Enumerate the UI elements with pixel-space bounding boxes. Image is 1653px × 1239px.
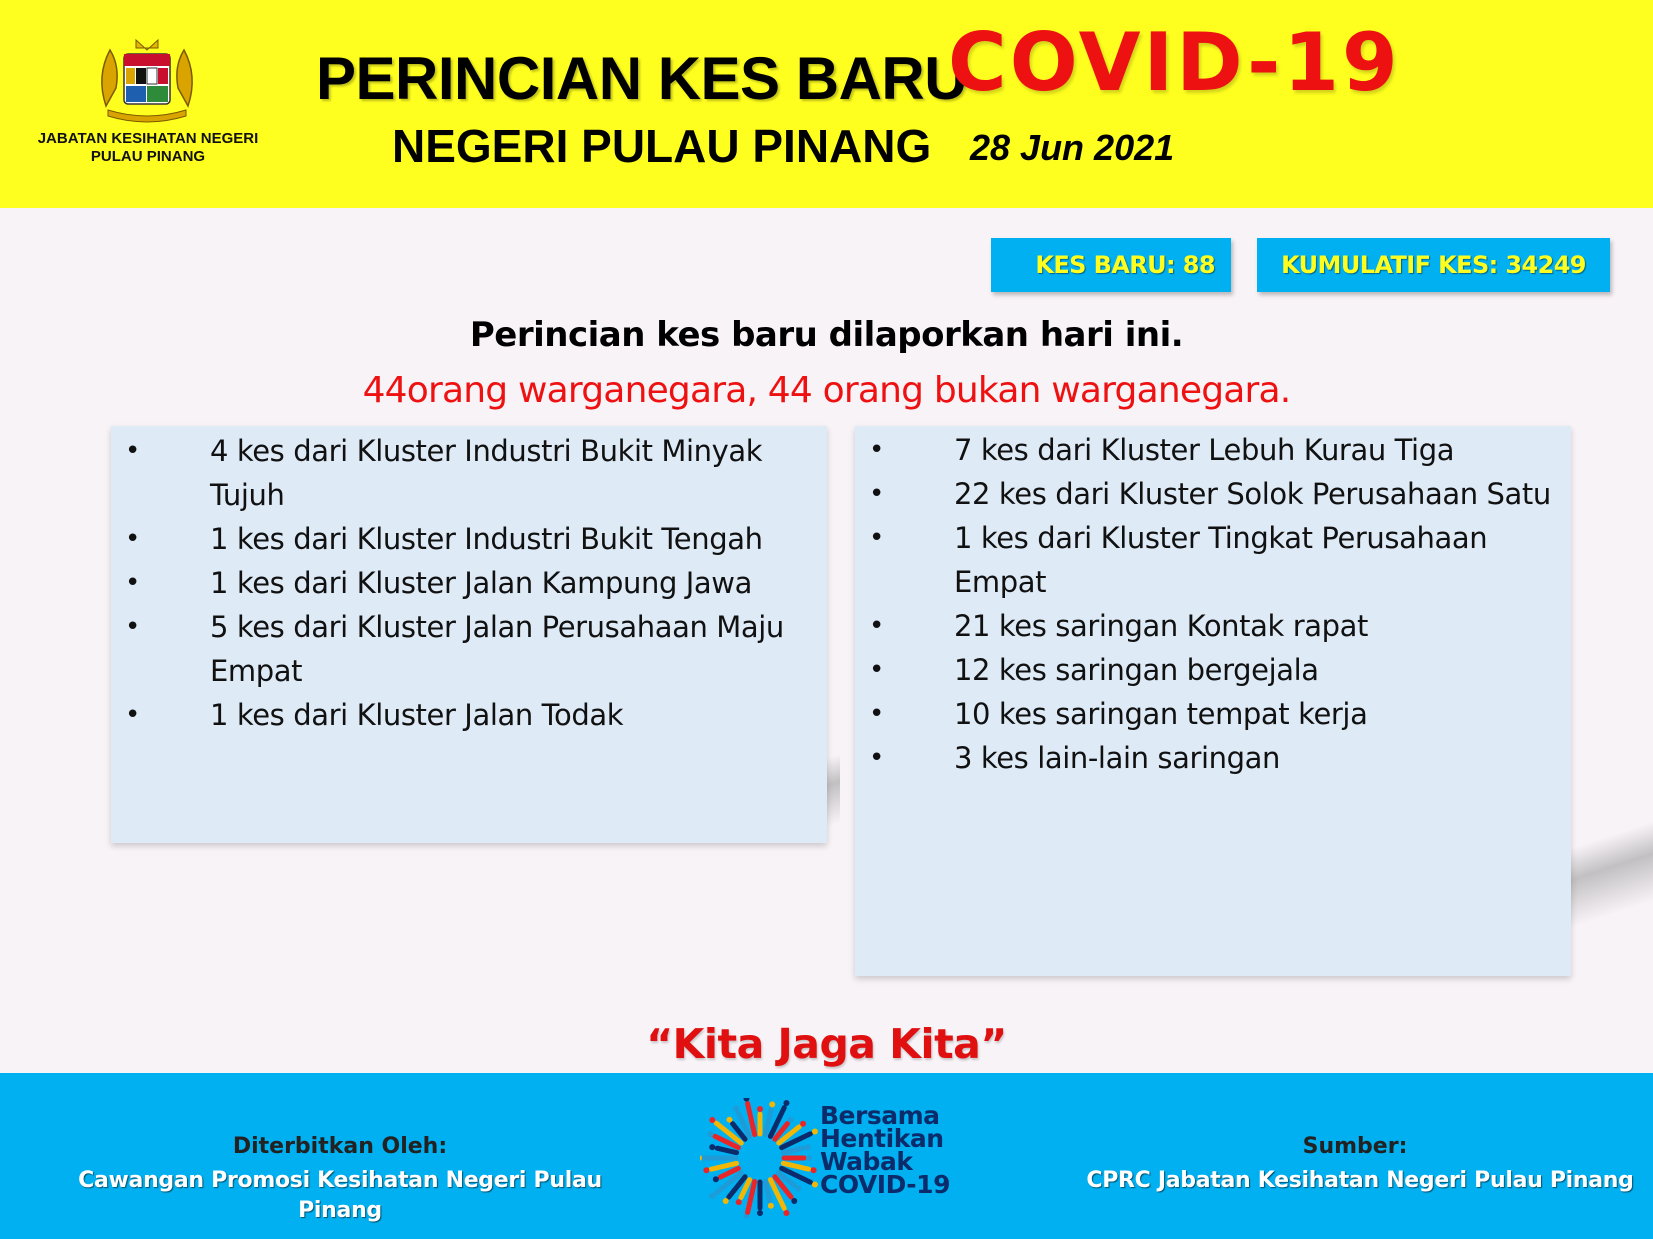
slogan: “Kita Jaga Kita” (646, 1020, 1007, 1068)
burst-ray (711, 1163, 736, 1169)
bullet-icon: • (869, 699, 884, 729)
list-item (111, 561, 827, 605)
bullet-icon: • (869, 611, 884, 641)
cluster-list-left (111, 426, 827, 843)
bullet-icon: • (125, 524, 140, 554)
burst-dot (757, 1210, 763, 1216)
source-name: CPRC Jabatan Kesihatan Negeri Pulau Pinang (1086, 1168, 1634, 1193)
bullet-icon: • (869, 479, 884, 509)
burst-dot (733, 1105, 739, 1111)
list-item-text: 1 kes dari Kluster Jalan Todak (210, 698, 624, 732)
title-highlight: COVID-19 (948, 16, 1401, 109)
bullet-icon: • (125, 700, 140, 730)
list-item-text: 21 kes saringan Kontak rapat (954, 609, 1368, 643)
burst-dot (788, 1117, 794, 1123)
list-item (855, 516, 1571, 604)
list-item (855, 604, 1571, 648)
bullet-icon: • (869, 435, 884, 465)
burst-dot (769, 1101, 775, 1107)
burst-dot (709, 1193, 715, 1199)
burst-ray (765, 1109, 771, 1134)
burst-dot (709, 1144, 715, 1150)
bullet-icon: • (869, 655, 884, 685)
burst-dot (806, 1155, 812, 1161)
burst-dot (757, 1106, 763, 1112)
list-item-text: 1 kes dari Kluster Tingkat Perusahaan Empat (954, 521, 1488, 599)
campaign-line: Hentikan (820, 1124, 944, 1153)
burst-dot (726, 1117, 732, 1123)
list-item-text: 4 kes dari Kluster Industri Bukit Minyak Tujuh (210, 434, 763, 512)
source-label: Sumber: (1302, 1134, 1408, 1159)
cluster-list-right (855, 426, 1571, 976)
burst-ray (783, 1163, 808, 1169)
burst-dot (743, 1098, 749, 1102)
list-item (855, 472, 1571, 516)
list-item (111, 605, 827, 693)
list-item-text: 12 kes saringan bergejala (954, 653, 1319, 687)
list-item (855, 648, 1571, 692)
burst-dot (812, 1181, 818, 1187)
burst-ray (783, 1148, 802, 1152)
coat-of-arms-icon (86, 36, 208, 124)
campaign-text (820, 1101, 970, 1199)
list-item (111, 429, 827, 517)
burst-dot (723, 1198, 729, 1204)
cumulative-cases-badge: KUMULATIF KES: 34249 (1257, 238, 1610, 292)
burst-dot (703, 1167, 709, 1173)
campaign-line: COVID-19 (820, 1170, 950, 1199)
list-item-text: 22 kes dari Kluster Solok Perusahaan Satu (954, 477, 1551, 511)
report-date: 28 Jun 2021 (970, 127, 1175, 168)
list-item (855, 736, 1571, 780)
bullet-icon: • (869, 743, 884, 773)
burst-dot (812, 1129, 818, 1135)
burst-dot (805, 1144, 811, 1150)
burst-dot (709, 1117, 715, 1123)
campaign-line: Wabak (820, 1147, 913, 1176)
agency-name-line2: PULAU PINANG (90, 148, 206, 165)
campaign-line: Bersama (820, 1101, 940, 1130)
list-item-text: 1 kes dari Kluster Jalan Kampung Jawa (210, 566, 752, 600)
burst-dot (783, 1210, 789, 1216)
summary-heading: Perincian kes baru dilaporkan hari ini. (469, 315, 1184, 355)
burst-dot (736, 1199, 742, 1205)
burst-ray (765, 1181, 769, 1200)
list-item (855, 428, 1571, 472)
bullet-icon: • (869, 523, 884, 553)
agency-name-line1: JABATAN KESIHATAN NEGERI (37, 130, 259, 147)
publisher-name: Cawangan Promosi Kesihatan Negeri Pulau Pinang (78, 1168, 602, 1223)
list-item-text: 7 kes dari Kluster Lebuh Kurau Tiga (954, 433, 1455, 467)
burst-dot (713, 1176, 719, 1182)
burst-dot (795, 1186, 801, 1192)
page-title: PERINCIAN KES BARU (316, 45, 968, 112)
burst-dot (707, 1131, 713, 1137)
burst-dot (783, 1100, 789, 1106)
burst-dot (811, 1167, 817, 1173)
list-item-text: 5 kes dari Kluster Jalan Perusahaan Maju Empat (210, 610, 784, 688)
header-banner (0, 0, 1653, 208)
new-cases-badge: KES BARU: 88 (991, 238, 1231, 292)
bullet-icon: • (125, 612, 140, 642)
burst-dot (800, 1121, 806, 1127)
campaign-burst-icon (700, 1098, 820, 1218)
list-item (111, 517, 827, 561)
burst-dot (768, 1203, 774, 1209)
list-item-text: 1 kes dari Kluster Industri Bukit Tengah (210, 522, 763, 556)
state-name: NEGERI PULAU PINANG (392, 120, 932, 172)
bullet-icon: • (125, 436, 140, 466)
list-item-text: 10 kes saringan tempat kerja (954, 697, 1368, 731)
burst-dot (743, 1214, 749, 1218)
bullet-icon: • (125, 568, 140, 598)
publisher-label: Diterbitkan Oleh: (232, 1134, 448, 1159)
agency-name (18, 130, 278, 166)
burst-dot (700, 1155, 702, 1161)
list-item (855, 692, 1571, 736)
burst-dot (791, 1198, 797, 1204)
citizenship-summary: 44orang warganegara, 44 orang bukan warganegara. (362, 370, 1291, 411)
list-item-text: 3 kes lain-lain saringan (954, 741, 1281, 775)
list-item (111, 693, 827, 737)
burst-ray (717, 1148, 736, 1152)
